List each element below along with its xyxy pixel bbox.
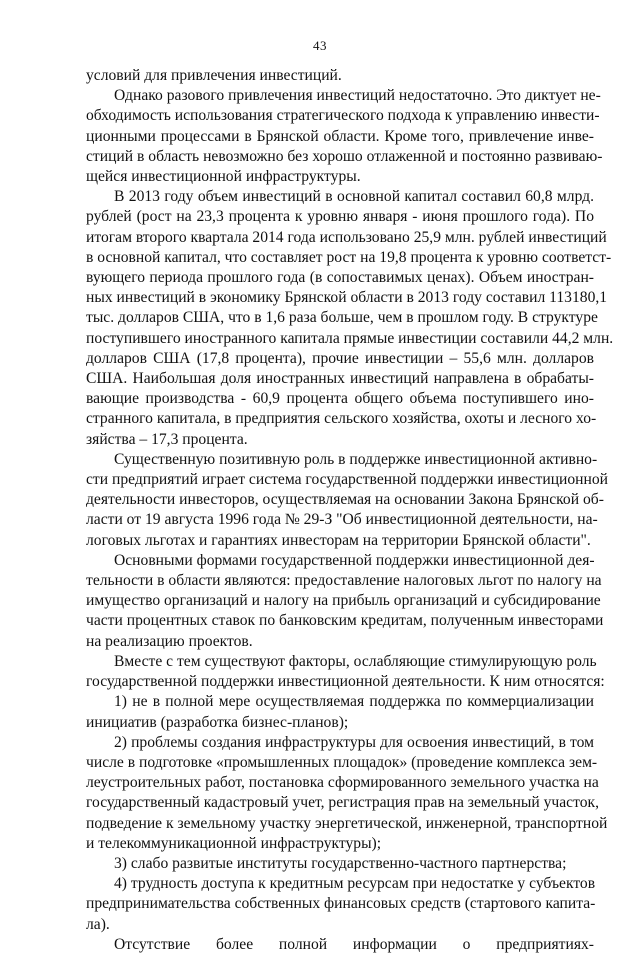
text-line: деятельности инвесторов, осуществляемая на основании Закона Брянской об-: [86, 491, 604, 509]
text-line: 3) слабо развитые институты государственно-частного партнерства;: [114, 854, 567, 872]
text-line: итогам второго квартала 2014 года использовано 25,9 млн. рублей инвестиций: [86, 228, 607, 246]
paragraph: [86, 187, 614, 450]
text-line: части процентных ставок по банковским кредитам, полученным инвесторами: [86, 612, 604, 630]
body-text: [86, 66, 614, 955]
text-line: числе в подготовке «промышленных площадок» (проведение комплекса зем-: [86, 753, 598, 771]
text-line: в основной капитал, что составляет рост на 19,8 процента к уровню соответст-: [86, 248, 612, 266]
text-line: леустроительных работ, постановка сформированного земельного участка на: [86, 774, 599, 792]
text-line: ных инвестиций в экономику Брянской области в 2013 году составил 113180,1: [86, 289, 608, 307]
text-line: рублей (рост на 23,3 процента к уровню января - июня прошлого года). По: [86, 208, 594, 226]
text-line: Существенную позитивную роль в поддержке инвестиционной активно-: [114, 450, 598, 468]
text-line: Отсутствие более полной информации о предприятиях-: [114, 935, 594, 953]
text-line: имущество организаций и налогу на прибыль организаций и субсидирование: [86, 592, 601, 610]
text-line: государственной поддержки инвестиционной деятельности. К ним относятся:: [86, 673, 605, 691]
text-line: ла).: [86, 915, 110, 933]
paragraph: [86, 551, 604, 652]
text-line: поступившего иностранного капитала прямые инвестиции составили 44,2 млн.: [86, 329, 614, 347]
page-number: 43: [313, 38, 327, 53]
text-line: 2) проблемы создания инфраструктуры для освоения инвестиций, в том: [114, 733, 594, 751]
text-line: предпринимательства собственных финансовых средств (стартового капита-: [86, 895, 596, 913]
paragraph: [86, 66, 594, 86]
paragraph: [86, 733, 608, 854]
text-line: подведение к земельному участку энергетической, инженерной, транспортной: [86, 814, 608, 832]
text-line: щейся инвестиционной инфраструктуры.: [86, 168, 361, 186]
text-line: и телекоммуникационной инфраструктуры);: [86, 834, 382, 852]
text-line: зяйства – 17,3 процента.: [86, 430, 248, 448]
text-line: условий для привлечения инвестиций.: [86, 67, 342, 84]
text-line: ласти от 19 августа 1996 года № 29-З "Об инвестиционной деятельности, на-: [86, 511, 598, 529]
text-line: 4) трудность доступа к кредитным ресурсам при недостатке у субъектов: [114, 875, 596, 893]
text-line: долларов США (17,8 процента), прочие инвестиции – 55,6 млн. долларов: [86, 349, 594, 367]
text-line: сти предприятий играет система государственной поддержки инвестиционной: [86, 471, 609, 489]
paragraph: [86, 874, 594, 935]
paragraph: [86, 935, 594, 955]
text-line: логовых льготах и гарантиях инвесторам на территории Брянской области".: [86, 531, 591, 549]
paragraph: [86, 854, 594, 874]
text-line: США. Наибольшая доля иностранных инвестиций направлена в обрабаты-: [86, 370, 594, 388]
paragraph: [86, 692, 594, 732]
text-line: на реализацию проектов.: [86, 632, 253, 650]
paragraph: [86, 86, 603, 187]
text-line: Основными формами государственной поддержки инвестиционной дея-: [114, 551, 595, 569]
text-line: Однако разового привлечения инвестиций недостаточно. Это диктует не-: [114, 87, 601, 105]
text-line: ционными процессами в Брянской области. Кроме того, привлечение инве-: [86, 127, 594, 145]
text-line: инициатив (разработка бизнес-планов);: [86, 713, 349, 731]
text-line: Вместе с тем существуют факторы, ослабляющие стимулирующую роль: [114, 652, 597, 670]
paragraph: [86, 450, 609, 551]
text-line: 1) не в полной мере осуществляемая поддержка по коммерциализации: [114, 693, 594, 711]
text-line: вующего периода прошлого года (в сопоставимых ценах). Объем иностран-: [86, 269, 594, 287]
text-line: В 2013 году объем инвестиций в основной капитал составил 60,8 млрд.: [114, 188, 594, 206]
paragraph: [86, 652, 605, 692]
text-line: тыс. долларов США, что в 1,6 раза больше, чем в прошлом году. В структуре: [86, 309, 598, 327]
text-line: странного капитала, в предприятия сельского хозяйства, охоты и лесного хо-: [86, 410, 597, 428]
text-line: обходимость использования стратегического подхода к управлению инвести-: [86, 107, 600, 125]
text-line: тельности в области являются: предоставление налоговых льгот по налогу на: [86, 572, 602, 590]
text-line: стиций в область невозможно без хорошо отлаженной и постоянно развиваю-: [86, 147, 603, 165]
text-line: государственный кадастровый учет, регистрация прав на земельный участок,: [86, 794, 599, 812]
text-line: вающие производства - 60,9 процента общего объема поступившего ино-: [86, 390, 594, 408]
